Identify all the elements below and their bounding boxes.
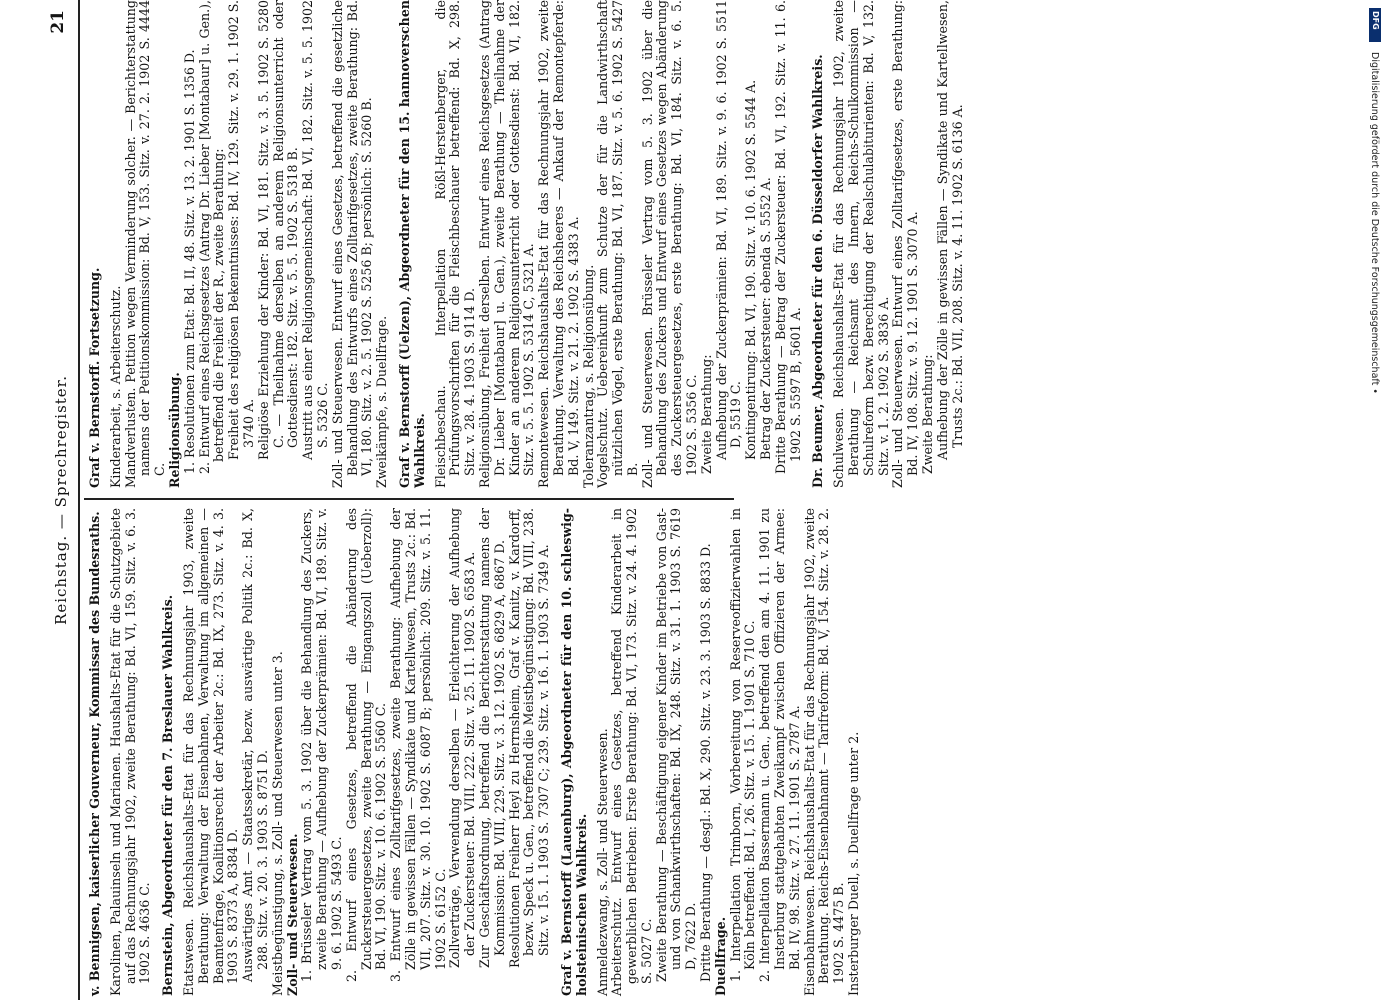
index-entry: Duellfrage. xyxy=(712,916,728,996)
digitization-credit xyxy=(1368,4,1380,694)
rotated-register-page xyxy=(40,0,1340,1000)
right-column xyxy=(88,0,965,488)
credit-text: Digitalisierung gefördert durch die Deutsche Forschungsgemeinschaft • xyxy=(1369,52,1380,394)
speaker-heading: Dr. Beumer, Abgeordneter für den 6. Düsseldorfer Wahlkreis. xyxy=(810,54,826,488)
index-entry: Schulwesen. Reichshaushalts-Etat für das Rechnungsjahr 1902, zweite Berathung — Reichsamt des Innern, Reichs-Schulkommission — Schulreform bezw. Berechtigung der Realschulabiturienten: Bd. V, 132. Sitz. v. 1. 2. 1902 S. 3836 A. xyxy=(831,0,891,488)
running-header xyxy=(40,0,80,1000)
index-entry: Toleranzantrag, s. Religionsübung. xyxy=(580,264,596,488)
index-entry: Vogelschutz. Uebereinkunft zum Schutze der für die Landwirthschaft nützlichen Vögel, erste Berathung: Bd. VI, 187. Sitz. v. 5. 6. 1902 S. 5427 B. xyxy=(595,0,640,488)
speaker-heading: Graf v. Bernstorff (Lauenburg), Abgeordneter für den 10. schleswig-holsteinischen Wahlkreis. xyxy=(558,508,589,996)
index-entry: Insterburger Duell, s. Duellfrage unter 2. xyxy=(846,731,862,996)
index-subentry: 1. Brüsseler Vertrag vom 5. 3. 1902 über die Behandlung des Zuckers, zweite Berathung — Aufhebung der Zuckerprämien: Bd. VI, 189. Sitz. v. 9. 6. 1902 S. 5493 C. xyxy=(299,508,344,982)
index-subentry: 2. Interpellation Bassermann u. Gen., betreffend den am 4. 11. 1901 zu Insterburg stattgehabten Zweikampf zwischen Offizieren der Armee: Bd. IV, 98. Sitz. v. 27. 11. 1901 S. 2787 A. xyxy=(757,508,802,982)
header-rule xyxy=(78,0,80,1000)
index-subentry: Aufhebung der Zuckerprämien: Bd. VI, 189. Sitz. v. 9. 6. 1902 S. 5511 D, 5519 C. xyxy=(713,0,744,460)
index-entry: Zoll- und Steuerwesen. xyxy=(284,833,300,996)
index-entry: Zoll- und Steuerwesen. Entwurf eines Zolltarifgesetzes, erste Berathung: Bd. IV, 108. Sitz. v. 9. 12. 1901 S. 3070 A. xyxy=(890,0,921,488)
index-subentry: Dritte Berathung — Betrag der Zuckersteuer: Bd. VI, 192. Sitz. v. 11. 6. 1902 S. 5597 B, 5601 A. xyxy=(772,0,803,474)
index-entry: Fleischbeschau. Interpellation Rößl-Herstenberger, die Prüfungsvorschriften für die Fleischbeschauer betreffend: Bd. X, 298. Sitz. v. 28. 4. 1903 S. 9114 D. xyxy=(432,0,478,488)
left-column xyxy=(88,508,862,996)
index-subentry: 1. Resolutionen zum Etat: Bd. II, 48. Sitz. v. 13. 2. 1901 S. 1356 D. xyxy=(181,49,197,474)
index-subentry: Dritte Berathung — desgl.: Bd. X, 290. Sitz. v. 23. 3. 1903 S. 8833 D. xyxy=(698,543,714,982)
index-entry: Zoll- und Steuerwesen. Brüsseler Vertrag vom 5. 3. 1902 über die Behandlung des Zuckers und Entwurf eines Gesetzes wegen Abänderung des Zuckersteuergesetzes, erste Berathung: Bd. VI, 184. Sitz. v. 6. 5. 1902 S. 5356 C. xyxy=(639,0,700,488)
speaker-heading: Bernstein, Abgeordneter für den 7. Breslauer Wahlkreis. xyxy=(160,594,176,996)
page-number: 21 xyxy=(48,10,68,34)
index-subentry: Auswärtiges Amt — Staatssekretär, bezw. auswärtige Politik 2c.: Bd. X, 288. Sitz. v. 20. 3. 1903 S. 8751 D. xyxy=(240,508,270,982)
index-entry: Arbeiterschutz. Entwurf eines Gesetzes, betreffend Kinderarbeit in gewerblichen Betrieben: Erste Berathung: Bd. VI, 173. Sitz. v. 24. 4. 1902 S. 5027 C. xyxy=(609,508,654,996)
index-subentry: Zollverträge, Verwendung derselben — Erleichterung der Aufhebung der Zuckersteuer: Bd. VIII, 222. Sitz. v. 25. 11. 1902 S. 6583 A. xyxy=(447,508,478,968)
index-entry: Zoll- und Steuerwesen. Entwurf eines Gesetzes, betreffend die gesetzliche Behandlung des Entwurfs eines Zolltarifgesetzes, zweite Berathung: Bd. VI, 180. Sitz. v. 2. 5. 1902 S. 5256 B; persönlich: S. 5260 B. xyxy=(329,0,375,488)
index-subentry: 3. Entwurf eines Zolltarifgesetzes, zweite Berathung: Aufhebung der Zölle in gewissen Fällen — Syndikate und Kartellwesen, Trusts 2c.: Bd. VII, 207. Sitz. v. 30. 10. 1902 S. 6087 B; persönlich: 209. Sitz. v. 5. 11. 1902 S. 6152 C. xyxy=(388,508,448,982)
index-subentry: Betrag der Zuckersteuer: ebenda S. 5552 A. xyxy=(758,177,774,460)
index-subentry: Zweite Berathung: xyxy=(920,354,936,474)
index-subentry: Zweite Berathung — Beschäftigung eigener Kinder im Betriebe von Gast- und von Schankwirthschaften: Bd. IX, 248. Sitz. v. 31. 1. 1903 S. 7619 D, 7622 D. xyxy=(653,508,699,982)
speaker-heading: Graf v. Bernstorff (Uelzen), Abgeordneter für den 15. hannoverschen Wahlkreis. xyxy=(396,0,427,488)
index-subentry: Austritt aus einer Religionsgemeinschaft: Bd. VI, 182. Sitz. v. 5. 5. 1902 S. 5326 C. xyxy=(300,0,330,460)
index-subentry: Kontingentirung: Bd. VI, 190. Sitz. v. 10. 6. 1902 S. 5544 A. xyxy=(743,79,759,460)
speaker-heading: Graf v. Bernstorff. Fortsetzung. xyxy=(87,267,102,488)
column-divider xyxy=(84,498,734,500)
index-subentry: 1. Interpellation Trimborn, Vorbereitung von Reserveoffizierwahlen in Köln betreffend: Bd. I, 26. Sitz. v. 15. 1. 1901 S. 710 C. xyxy=(727,508,758,982)
index-subentry: Freiheit des religiösen Bekenntnisses: Bd. IV, 129. Sitz. v. 29. 1. 1902 S. 3740 A. xyxy=(226,0,256,460)
index-entry: Religionsübung. xyxy=(166,372,182,488)
index-entry: Mandverlusten. Petition wegen Verminderung solcher. — Berichterstattung namens der Petitionskommission: Bd. V, 153. Sitz. v. 27. 2. 1902 S. 4444 C. xyxy=(122,0,168,488)
index-subentry: 2. Entwurf eines Reichsgesetzes (Antrag Dr. Lieber [Montabaur] u. Gen.), betreffend die Freiheit der R., zweite Berathung: xyxy=(196,0,227,474)
index-entry: Eisenbahnwesen. Reichshaushalts-Etat für das Rechnungsjahr 1902, zweite Berathung. Reichs-Eisenbahnamt — Tarifreform: Bd. V, 154. Sitz. v. 28. 2. 1902 S. 4475 B. xyxy=(801,508,847,996)
speaker-heading: v. Bennigsen, kaiserlicher Gouverneur, Kommissar des Bundesraths. xyxy=(87,511,102,996)
index-entry: Kinderarbeit, s. Arbeiterschutz. xyxy=(107,285,123,488)
dfg-logo: DFG xyxy=(1369,8,1381,42)
index-entry: Religionsübung, Freiheit derselben. Entwurf eines Reichsgesetzes (Antrag Dr. Lieber [Montabaur] u. Gen.), zweite Berathung — Theilnahme der Kinder an anderem Religionsunterricht oder Gottesdienst: Bd. VI, 182. Sitz. v. 5. 5. 1902 S. 5314 C, 5321 A. xyxy=(476,0,537,488)
index-entry: Remontewesen. Reichshaushalts-Etat für das Rechnungsjahr 1902, zweite Berathung. Verwaltung des Reichsheeres — Ankauf der Remontepferde: Bd. V, 149. Sitz. v. 21. 2. 1902 S. 4383 A. xyxy=(536,0,581,488)
index-entry: Etatswesen. Reichshaushalts-Etat für das Rechnungsjahr 1903, zweite Berathung: Verwaltung der Eisenbahnen, Verwaltung im allgemeinen — Beamtenfrage, Koalitionsrecht der Arbeiter 2c.: Bd. IX, 273. Sitz. v. 4. 3. 1903 S. 8373 A, 8384 D. xyxy=(180,508,241,996)
index-subentry: Religiöse Erziehung der Kinder: Bd. VI, 181. Sitz. v. 3. 5. 1902 S. 5280 C. — Theilnahme derselben an anderem Religionsunterricht oder Gottesdienst: 182. Sitz. v. 5. 5. 1902 S. 5318 B. xyxy=(255,0,301,460)
header-title: Reichstag. — Sprechregister. xyxy=(52,375,70,625)
index-entry: Meistbegünstigung, s. Zoll- und Steuerwesen unter 3. xyxy=(269,651,285,996)
index-entry: Karolinen, Palauinseln und Marianen. Haushalts-Etat für die Schutzgebiete auf das Rechnungsjahr 1902, zweite Berathung: Bd. VI, 159. Sitz. v. 6. 3. 1902 S. 4636 C. xyxy=(107,508,153,996)
index-subentry: 2. Entwurf eines Gesetzes, betreffend die Abänderung des Zuckersteuergesetzes, zweite Berathung — Eingangszoll (Ueberzoll): Bd. VI, 190. Sitz. v. 10. 6. 1902 S. 5560 C. xyxy=(343,508,389,982)
index-entry: Anmeldezwang, s. Zoll- und Steuerwesen. xyxy=(594,728,610,996)
index-subentry: Resolutionen Freiherr Heyl zu Herrnsheim, Graf v. Kanitz, v. Kardorff, bezw. Speck u. Gen., betreffend die Meistbegünstigung: Bd. VIII, 238. Sitz. v. 15. 1. 1903 S. 7307 C; 239. Sitz. v. 16. 1. 1903 S. 7349 A. xyxy=(506,508,552,968)
index-subentry: Zweite Berathung: xyxy=(698,354,714,474)
index-subentry: Zur Geschäftsordnung, betreffend die Berichterstattung namens der Kommission: Bd. VIII, 229. Sitz. v. 3. 12. 1902 S. 6829 A, 6867 D. xyxy=(476,508,507,968)
index-entry: Zweikämpfe, s. Duellfrage. xyxy=(374,315,390,488)
index-subentry: Aufhebung der Zölle in gewissen Fällen — Syndikate und Kartellwesen, Trusts 2c.: Bd. VII, 208. Sitz. v. 4. 11. 1902 S. 6136 A. xyxy=(934,0,965,460)
